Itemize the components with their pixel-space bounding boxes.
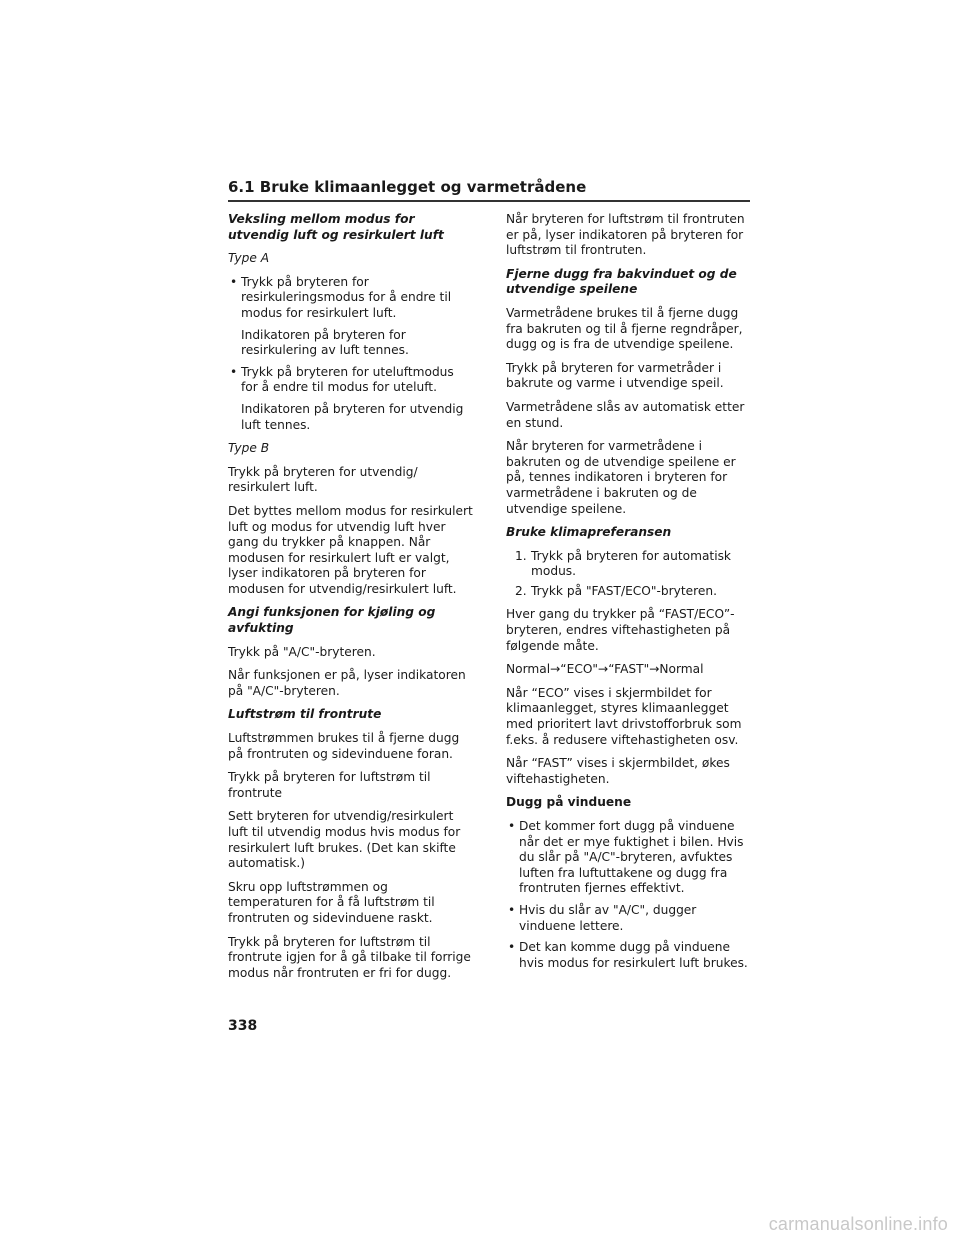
paragraph: Trykk på bryteren for varmetråder i bakrute og varme i utvendige speil. [506,360,724,391]
paragraph: Varmetrådene slås av automatisk etter en stund. [506,399,745,430]
bullet-text: • Trykk på bryteren for uteluftmodus for å endre til modus for uteluft. [241,364,454,395]
step-number: 2. [515,583,527,598]
bullet-subtext: Indikatoren på bryteren for utvendig luft tennes. [241,401,464,432]
left-column [228,212,474,989]
bullet-text: • Hvis du slår av "A/C", dugger vinduene lettere. [519,902,697,933]
paragraph: Trykk på bryteren for luftstrøm til frontrute [228,770,431,800]
heading-cooling: Angi funksjonen for kjøling og avfukting [228,605,436,636]
paragraph: Sett bryteren for utvendig/resirkulert luft til utvendig modus hvis modus for resirkulert luft brukes. (Det kan skifte automatisk.) [228,809,461,871]
heading-climate-preference: Bruke klimapreferansen [506,525,672,540]
type-a-list [228,275,474,433]
bullet-text: • Det kan komme dugg på vinduene hvis modus for resirkulert luft brukes. [519,940,748,970]
list-item [506,819,752,897]
paragraph: Når funksjonen er på, lyser indikatoren på "A/C"-bryteren. [228,668,466,698]
type-a-label: Type A [228,251,270,266]
right-column [506,212,752,979]
paragraph: Trykk på "A/C"-bryteren. [228,644,376,659]
paragraph: Når bryteren for varmetrådene i bakruten og de utvendige speilene er på, tennes indikatoren i bryteren for varmetrådene i bakruten og de utvendige speilene. [506,439,736,516]
heading-rear-defog: Fjerne dugg fra bakvinduet og de utvendige speilene [506,266,737,297]
bullet-subtext: Indikatoren på bryteren for resirkulering av luft tennes. [241,327,409,358]
list-item [506,940,752,971]
paragraph: Når bryteren for luftstrøm til frontruten er på, lyser indikatoren på bryteren for luftstrøm til frontruten. [506,212,745,258]
paragraph: Luftstrømmen brukes til å fjerne dugg på frontruten og sidevinduene foran. [228,731,460,761]
page-header [228,178,750,202]
paragraph: Det byttes mellom modus for resirkulert luft og modus for utvendig luft hver gang du trykker på knappen. Når modusen for resirkulert luft er valgt, lyser indikatoren på bryteren for modusen for utvendig/resirkulert luft. [228,503,473,596]
paragraph: Normal→“ECO"→“FAST"→Normal [506,662,704,677]
list-item [228,365,474,433]
step-number: 1. [515,548,527,563]
page-number: 338 [228,1018,258,1034]
list-item [506,584,752,600]
paragraph: Trykk på bryteren for luftstrøm til frontrute igjen for å gå tilbake til forrige modus når frontruten er fri for dugg. [228,934,471,980]
section-title: 6.1 Bruke klimaanlegget og varmetrådene [228,178,587,196]
list-item [506,903,752,934]
paragraph: Skru opp luftstrømmen og temperaturen for å få luftstrøm til frontruten og sidevinduene raskt. [228,879,435,925]
list-item [228,275,474,359]
heading-windshield-airflow: Luftstrøm til frontrute [228,707,382,722]
heading-window-fog: Dugg på vinduene [506,795,632,810]
step-text: Trykk på "FAST/ECO"-bryteren. [531,583,717,598]
paragraph: Når “FAST” vises i skjermbildet, økes viftehastigheten. [506,756,730,786]
list-item [506,549,752,580]
paragraph: Trykk på bryteren for utvendig/ resirkulert luft. [228,464,418,495]
bullet-text: • Det kommer fort dugg på vinduene når det er mye fuktighet i bilen. Hvis du slår på "A/C"-bryteren, avfuktes luften fra luftuttakene og dugg fra frontruten fjernes effektivt. [519,819,744,896]
watermark-link[interactable]: carmanualsonline.info [768,1214,948,1234]
paragraph: Varmetrådene brukes til å fjerne dugg fra bakruten og til å fjerne regndråper, dugg og is fra de utvendige speilene. [506,305,743,352]
step-text: Trykk på bryteren for automatisk modus. [531,548,731,579]
paragraph: Når “ECO” vises i skjermbildet for klimaanlegget, styres klimaanlegget med prioritert lavt drivstofforbruk som f.eks. å redusere viftehastigheten osv. [506,685,742,747]
steps-list [506,549,752,600]
paragraph: Hver gang du trykker på “FAST/ECO”-bryteren, endres viftehastigheten på følgende måte. [506,607,735,653]
type-b-label: Type B [228,441,270,456]
bullet-text: • Trykk på bryteren for resirkuleringsmodus for å endre til modus for resirkulert luft. [241,274,452,320]
window-fog-list [506,819,752,971]
heading-air-mode: Veksling mellom modus for utvendig luft og resirkulert luft [228,212,444,242]
